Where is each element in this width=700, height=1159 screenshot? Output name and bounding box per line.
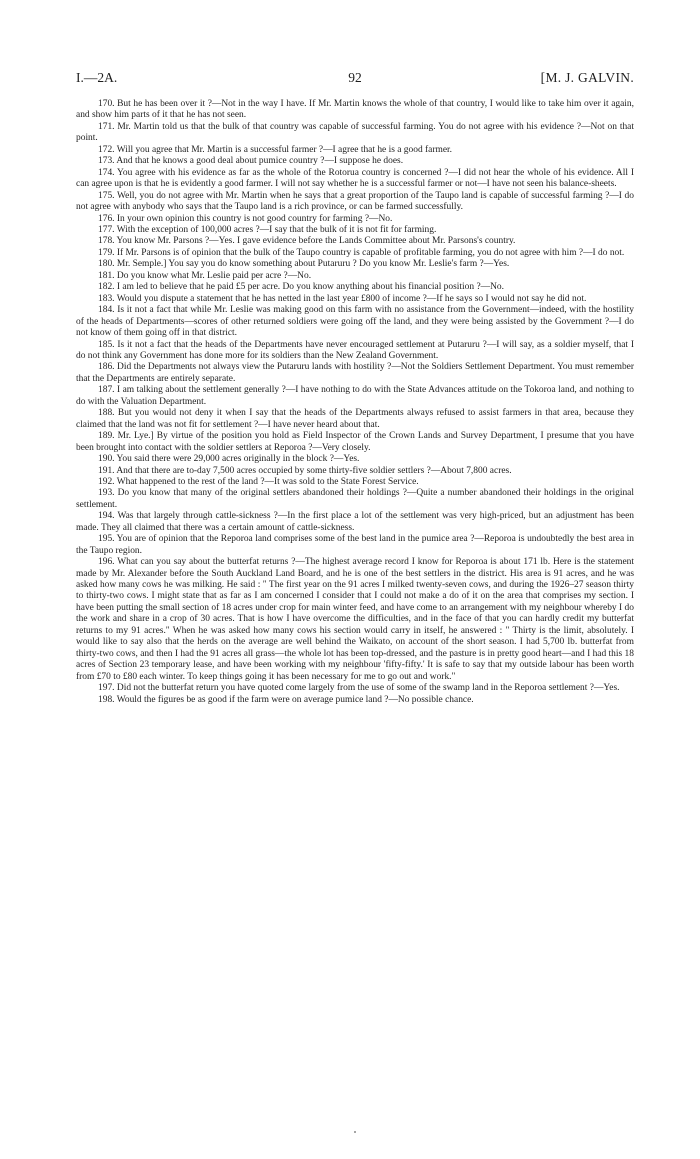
- paragraph-190: 190. You said there were 29,000 acres originally in the block ?—Yes.: [98, 454, 360, 465]
- witness-name: [M. J. GALVIN.: [540, 70, 634, 85]
- paragraph-193: 193. Do you know that many of the original settlers abandoned their holdings ?—Quite a number abandoned their holdings in the original settlement.: [76, 488, 634, 510]
- paragraph-188: 188. But you would not deny it when I say that the heads of the Departments always refused to assist farmers in that area, because they claimed that the land was not fit for settlement ?—I have never heard about that.: [76, 408, 634, 430]
- paragraph-171: 171. Mr. Martin told us that the bulk of that country was capable of successful farming. You do not agree with his evidence ?—Not on that point.: [76, 121, 634, 144]
- paragraph-197: 197. Did not the butterfat return you have quoted come largely from the use of some of the swamp land in the Reporoa settlement ?—Yes.: [98, 683, 620, 694]
- paper-reference: I.—2A.: [76, 70, 118, 85]
- paragraph-185: 185. Is it not a fact that the heads of the Departments have never encouraged settlement at Putaruru ?—I will say, as a soldier myself, that I do not think any Government has done more for its soldiers than the New Zealand Government.: [76, 339, 634, 361]
- paragraph-192: 192. What happened to the rest of the land ?—It was sold to the State Forest Service.: [98, 476, 419, 487]
- paragraph-170: 170. But he has been over it ?—Not in the way I have. If Mr. Martin knows the whole of that country, I would like to take him over it again, and show him parts of it that he has not seen.: [76, 99, 634, 121]
- paragraph-180: 180. Mr. Semple.] You say you do know something about Putaruru ? Do you know Mr. Leslie's farm ?—Yes.: [98, 259, 510, 270]
- paragraph-184: 184. Is it not a fact that while Mr. Leslie was making good on this farm with no assistance from the Government—indeed, with the hostility of the heads of Departments—scores of other returned soldiers were going off the land, and they were being assisted by the Government ?—I do not know of them going off in that district.: [76, 305, 634, 339]
- paragraph-191: 191. And that there are to-day 7,500 acres occupied by some thirty-five soldier settlers ?—About 7,800 acres.: [98, 465, 512, 476]
- paragraph-198: 198. Would the figures be as good if the farm were on average pumice land ?—No possible chance.: [98, 694, 474, 705]
- page-header: [76, 70, 634, 90]
- paragraph-177: 177. With the exception of 100,000 acres ?—I say that the bulk of it is not fit for farming.: [98, 224, 437, 235]
- paragraph-187: 187. I am talking about the settlement generally ?—I have nothing to do with the State Advances attitude on the Tokoroa land, and nothing to do with the Valuation Department.: [76, 385, 634, 407]
- paragraph-173: 173. And that he knows a good deal about pumice country ?—I suppose he does.: [98, 156, 404, 167]
- paragraph-186: 186. Did the Departments not always view the Putaruru lands with hostility ?—Not the Soldiers Settlement Department. You must remember that the Departments are entirely separate.: [76, 362, 634, 384]
- paragraph-183: 183. Would you dispute a statement that he has netted in the last year £800 of income ?—If he says so I would not say he did not.: [98, 293, 587, 304]
- paragraph-181: 181. Do you know what Mr. Leslie paid per acre ?—No.: [98, 270, 312, 281]
- paragraph-182: 182. I am led to believe that he paid £5 per acre. Do you know anything about his financial position ?—No.: [98, 282, 504, 293]
- scan-speck: [354, 1131, 356, 1133]
- paragraph-172: 172. Will you agree that Mr. Martin is a successful farmer ?—I agree that he is a good farmer.: [98, 144, 453, 155]
- paragraph-189: 189. Mr. Lye.] By virtue of the position you hold as Field Inspector of the Crown Lands and Survey Department, I presume that you have been brought into contact with the soldier settlers at Reporoa ?—Very closely.: [76, 431, 634, 453]
- paragraph-196: 196. What can you say about the butterfat returns ?—The highest average record I know for Reporoa is about 171 lb. Here is the statement made by Mr. Alexander before the South Auckland Land Board, and he is one of the best settlers in the district. His area is 91 acres, and he was asked how many cows he was milking. He said : " The first year on the 91 acres I milked twenty-seven cows, and during the 1926–27 season thirty to thirty-two cows. I might state that as far as I am concerned I consider that I could not make a do of it on the area that comprises my section. I have been putting the small section of 18 acres under crop for main winter feed, and have come to an arrangement with my neighbour whereby I do the work and share in a crop of 30 acres. That is how I have overcome the difficulties, and in the face of that you can hardly credit my butterfat returns to my 91 acres." When he was asked how many cows his section would carry in itself, he answered : " Thirty is the limit, absolutely. I would like to say also that the herds on the average are well behind the Waikato, on account of the short season. I had 5,700 lb. butterfat from thirty-two cows, and then I had the 91 acres all grass—the whole lot has been top-dressed, and the pasture is in pretty good heart—and I had this 18 acres of Section 23 temporary lease, and have been working with my neighbour 'fifty-fifty.' It is safe to say that my outside labour has been worth from £70 to £80 each winter. To keep things going it has been necessary for me to go out and work.": [76, 557, 634, 682]
- paragraph-175: 175. Well, you do not agree with Mr. Martin when he says that a great proportion of the Taupo land is capable of successful farming ?—I do not agree with anybody who says that the Taupo land is a rich province, or can be farmed successfully.: [76, 190, 634, 213]
- page-number: 92: [348, 70, 362, 85]
- paragraph-178: 178. You know Mr. Parsons ?—Yes. I gave evidence before the Lands Committee about Mr. Parsons's country.: [98, 236, 516, 247]
- paragraph-174: 174. You agree with his evidence as far as the whole of the Rotorua country is concerned ?—I did not hear the whole of his evidence. All I can agree upon is that he is evidently a good farmer. I will not say whether he is a successful farmer or not—I have not seen his balance-sheets.: [76, 167, 634, 190]
- paragraph-194: 194. Was that largely through cattle-sickness ?—In the first place a lot of the settlement was very high-priced, but an adjustment has been made. They all claimed that there was a certain amount of cattle-sickness.: [76, 511, 634, 533]
- paragraph-195: 195. You are of opinion that the Reporoa land comprises some of the best land in the pumice area ?—Reporoa is undoubtedly the best area in the Taupo region.: [76, 534, 634, 556]
- evidence-text: [76, 99, 634, 706]
- paragraph-176: 176. In your own opinion this country is not good country for farming ?—No.: [98, 213, 393, 224]
- paragraph-179: 179. If Mr. Parsons is of opinion that the bulk of the Taupo country is capable of profitable farming, you do not agree with him ?—I do not.: [98, 247, 625, 258]
